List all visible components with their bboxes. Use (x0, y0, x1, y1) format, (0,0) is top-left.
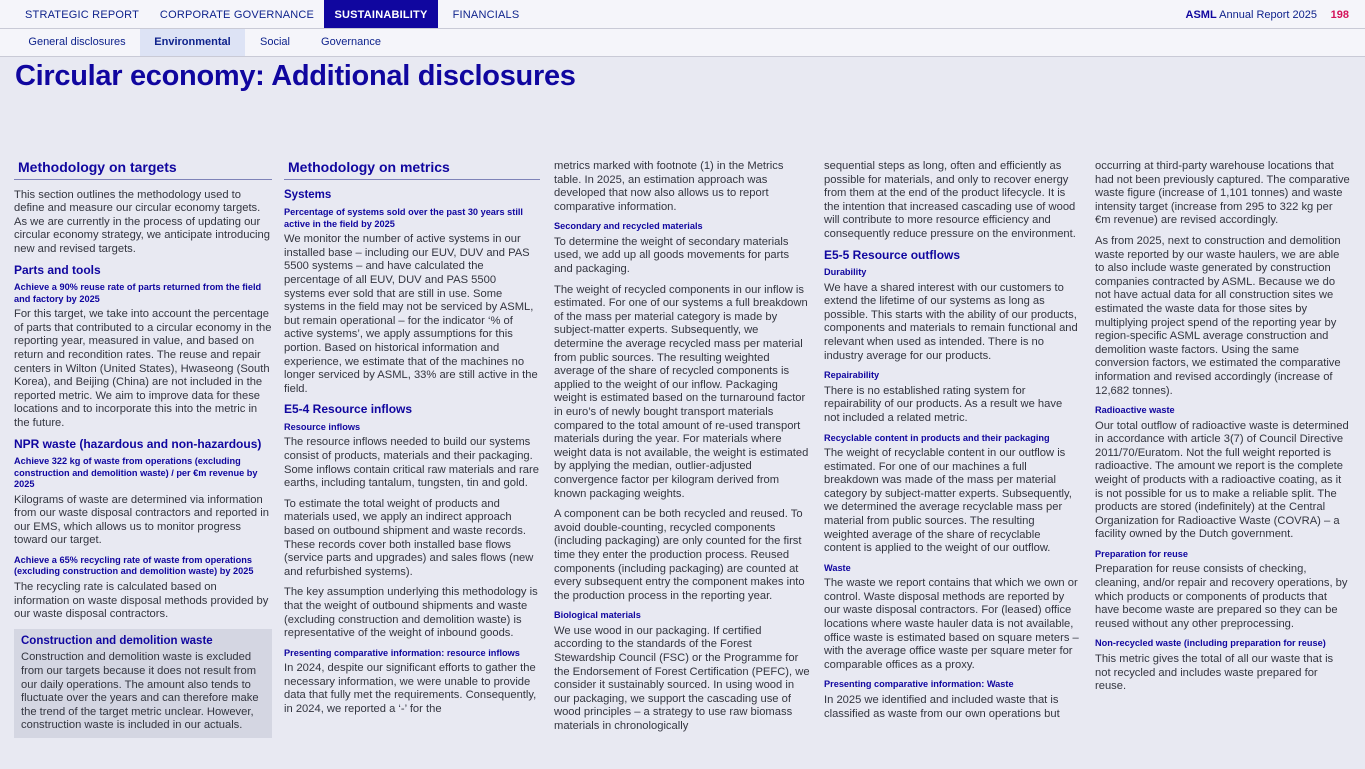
tab-general-disclosures[interactable]: General disclosures (28, 36, 126, 48)
construction-data-text: As from 2025, next to construction and demolition waste reported by our waste haulers, we are able to also include waste generated by construction companies contracted by ASML. Because we do not have actual data for all construction sites we estimated the waste data for those sites by multiplying project spend of the reporting year by region-specific ASML average construction and demolition waste factors. Using the same conversion factors, we estimated the comparative information and revised accordingly (increase of 12,682 tonnes). (1095, 234, 1341, 397)
comparative-text: In 2024, despite our significant efforts to gather the necessary information, we were unable to provide data that fully met the requirements. Consequently, in 2024, we reported a ‘-’ for the (284, 662, 537, 715)
repairability-text: There is no established rating system for repairability of our products. As a result we have not included a related metric. (824, 384, 1063, 424)
target-recycling-rate: Achieve a 65% recycling rate of waste from operations (excluding construction and demolition waste) by 2025 (14, 554, 254, 577)
col5-continuation: occurring at third-party warehouse locations that had not been previously captured. The comparative waste figure (increase of 1,101 tonnes) and waste intensity target (increase from 295 to 322 kg per €m revenue) are revised accordingly. (1095, 160, 1350, 227)
tab-strategic-report[interactable]: STRATEGIC REPORT (24, 9, 140, 21)
report-name: Annual Report 2025 (1219, 9, 1317, 21)
tab-financials[interactable]: FINANCIALS (452, 9, 520, 21)
target-waste-intensity: Achieve 322 kg of waste from operations (excluding construction and demolition waste) / per €m revenue by 2025 (14, 456, 258, 490)
radioactive-text: Our total outflow of radioactive waste is determined in accordance with article 3(7) of Council Directive 2011/70/Euratom. Not the full weight reported is radioactive. The amount we report is the complete weight of products with a radioactive coating, as it is not possible for us to make a reliable split. The products are stored (indefinitely) at the Central Organization for Radioactive Waste (COVRA) – a facility owned by the Dutch government. (1095, 419, 1349, 541)
section-title-targets: Methodology on targets (14, 158, 272, 180)
secondary-subheading: Secondary and recycled materials (554, 221, 703, 232)
col4-continuation: sequential steps as long, often and efficiently as possible for materials, and only to recover energy from them at the end of the product lifecycle. It is the intention that increased cascading use of wood will contribute to more resource efficiency and consequently reduce pressure on the environment. (824, 160, 1076, 240)
top-navigation (0, 0, 1365, 29)
heading-resource-inflows: E5-4 Resource inflows (284, 402, 413, 417)
box-title: Construction and demolition waste (21, 634, 213, 647)
radioactive-subheading: Radioactive waste (1095, 405, 1175, 416)
waste-subheading: Waste (824, 562, 851, 573)
non-recycled-text: This metric gives the total of all our waste that is not recycled and includes waste prepared for reuse. (1095, 652, 1334, 693)
heading-systems: Systems (284, 188, 332, 201)
npr-text-2: The recycling rate is calculated based on information on waste disposal methods provided by our waste disposal contractors. (14, 580, 269, 621)
npr-text-1: Kilograms of waste are determined via information from our waste disposal contractors and reported in our EMS, which allows us to monitor progress toward our target. (14, 493, 269, 547)
target-parts-reuse: Achieve a 90% reuse rate of parts returned from the field and factory by 2025 (14, 282, 262, 304)
tab-governance[interactable]: Governance (321, 36, 381, 48)
column-targets (14, 158, 272, 738)
biological-subheading: Biological materials (554, 610, 641, 621)
section-title-metrics: Methodology on metrics (284, 158, 540, 180)
comparative-subheading: Presenting comparative information: resource inflows (284, 647, 520, 658)
preparation-subheading: Preparation for reuse (1095, 548, 1188, 559)
box-text: Construction and demolition waste is excluded from our targets because it does not result from our daily operations. The amount also tends to fluctuate over the years and can therefore make the trend of the target metric unclear. However, construction waste is included in our actuals. (21, 651, 259, 732)
tab-sustainability[interactable]: SUSTAINABILITY (324, 0, 438, 28)
report-title (1186, 0, 1317, 30)
recyclable-text: The weight of recyclable content in our outflow is estimated. For one of our machines a full breakdown was made of the mass per material category by subject-matter experts. Subsequently, we determined the average recyclable mass per material from public sources. The resulting weighted average of the share of recyclable content is applied to the weight of our outflow. (824, 447, 1072, 555)
column-outflows (824, 160, 1080, 728)
targets-intro: This section outlines the methodology used to define and measure our circular economy targets. As we are currently in the process of updating our circular economy strategy, we anticipate introducing new and revised targets. (14, 188, 270, 255)
page-title: Circular economy: Additional disclosures (15, 60, 576, 92)
component-text: A component can be both recycled and reused. To avoid double-counting, recycled components (including packaging) are only counted for the first time they enter the production process. Reused components (including packaging) are counted at every subsequent entry the component makes into the production process in the reporting year. (554, 508, 805, 602)
heading-parts-tools: Parts and tools (14, 262, 101, 277)
column-inflows-cont (554, 160, 810, 741)
parts-text: For this target, we take into account the percentage of parts that contributed to a circular economy in the reporting year, measured in value, and based on return and recondition rates. The reuse and repair centers in Wilton (United States), Hwaseong (South Korea), and Beijing (China) are not included in the reported metric. We aim to improve data for these locations and to incorporate this into the metric in the future. (14, 308, 272, 429)
presenting-waste-text: In 2025 we identified and included waste that is classified as waste from our own operations but (824, 693, 1060, 720)
durability-subheading: Durability (824, 267, 867, 278)
recycled-text: The weight of recycled components in our inflow is estimated. For one of our systems a full breakdown of the mass per material category is made by subject-matter experts. Subsequently, we determine the average recycled mass per material from public sources. The resulting weighted average of the share of recycled components is applied to the weight of our inflow. Packaging weight is estimated based on the turnaround factor in euro’s of newly bought transport materials compared to the total amount of re-used transport materials during the year. For materials where weight data is not available, the weight is estimated by applying the median, outlier-adjusted convergence factor per kilogram derived from known packaging weights. (554, 283, 809, 500)
heading-npr-waste: NPR waste (hazardous and non-hazardous) (14, 436, 262, 451)
biological-text: We use wood in our packaging. If certified according to the standards of the Forest Stewardship Council (FSC) or the Programme for the Endorsement of Forest Certification (PEFC), we consider it sustainably sourced. In using wood in our packaging, we support the cascading use of wood principles – a strategy to use raw biomass materials in chronologically (554, 624, 810, 732)
tab-environmental[interactable]: Environmental (140, 29, 245, 56)
tab-social[interactable]: Social (260, 36, 290, 48)
secondary-text: To determine the weight of secondary materials used, we add up all goods movements for parts and packaging. (554, 235, 790, 276)
waste-text: The waste we report contains that which we own or control. Waste disposal methods are reported by our waste disposal contractors. For (leased) office locations where waste hauler data is not available, office waste is estimated based on square meters – with the average office waste per square meter for comparable offices as a proxy. (824, 577, 1079, 671)
inflows-text-3: The key assumption underlying this methodology is that the weight of outbound shipments and waste (excluding construction and demolition waste) is representative of the weight of inbound goods. (284, 586, 538, 640)
inflows-subheading: Resource inflows (284, 421, 361, 432)
preparation-text: Preparation for reuse consists of checking, cleaning, and/or repair and recovery operations, by which products or components of products that have become waste are prepared so they can be reused without any other preprocessing. (1095, 563, 1348, 630)
tab-corporate-governance[interactable]: CORPORATE GOVERNANCE (159, 9, 315, 21)
page-number: 198 (1330, 9, 1349, 21)
repairability-subheading: Repairability (824, 370, 880, 381)
inflows-text-2: To estimate the total weight of products and materials used, we apply an indirect approach based on outbound shipment and waste records. These records cover both installed base flows (service parts and upgrades) and sales flows (new and refurbished systems). (284, 497, 534, 578)
sub-navigation (0, 29, 1365, 57)
recyclable-subheading: Recyclable content in products and their packaging (824, 432, 1050, 443)
systems-subheading: Percentage of systems sold over the past 30 years still active in the field by 2025 (284, 207, 523, 229)
inflows-text-1: The resource inflows needed to build our systems consist of products, materials and their packaging. Some inflows contain critical raw materials and rare earths, including tantalum, tungsten, tin and gold. (284, 436, 539, 490)
durability-text: We have a shared interest with our customers to extend the lifetime of our systems as long as possible. This starts with the ability of our products, components and materials to remain functional and relevant when used as intended. There is no industry average for our products. (824, 281, 1078, 362)
col3-continuation: metrics marked with footnote (1) in the Metrics table. In 2025, an estimation approach was developed that now also allows us to report comparative information. (554, 160, 784, 213)
non-recycled-subheading: Non-recycled waste (including preparation for reuse) (1095, 638, 1326, 649)
column-waste-cont (1095, 160, 1351, 701)
brand-name: ASML (1185, 9, 1217, 21)
presenting-waste-subheading: Presenting comparative information: Waste (824, 679, 1014, 690)
systems-text: We monitor the number of active systems in our installed base – including our EUV, DUV and PAS 5500 systems – and have calculated the percentage of all EUV, DUV and PAS 5500 systems ever sold that are still in use. Some systems in the field may not be serviced by ASML, but remain operational – for the indicator ‘% of active systems’, we apply assumptions for this portion. Based on historical information and experience, we estimate that of the machines no longer serviced by ASML, 33% are still active in the field. (284, 233, 538, 395)
column-metrics (284, 158, 540, 724)
construction-waste-box (14, 629, 272, 738)
heading-resource-outflows: E5-5 Resource outflows (824, 247, 961, 262)
